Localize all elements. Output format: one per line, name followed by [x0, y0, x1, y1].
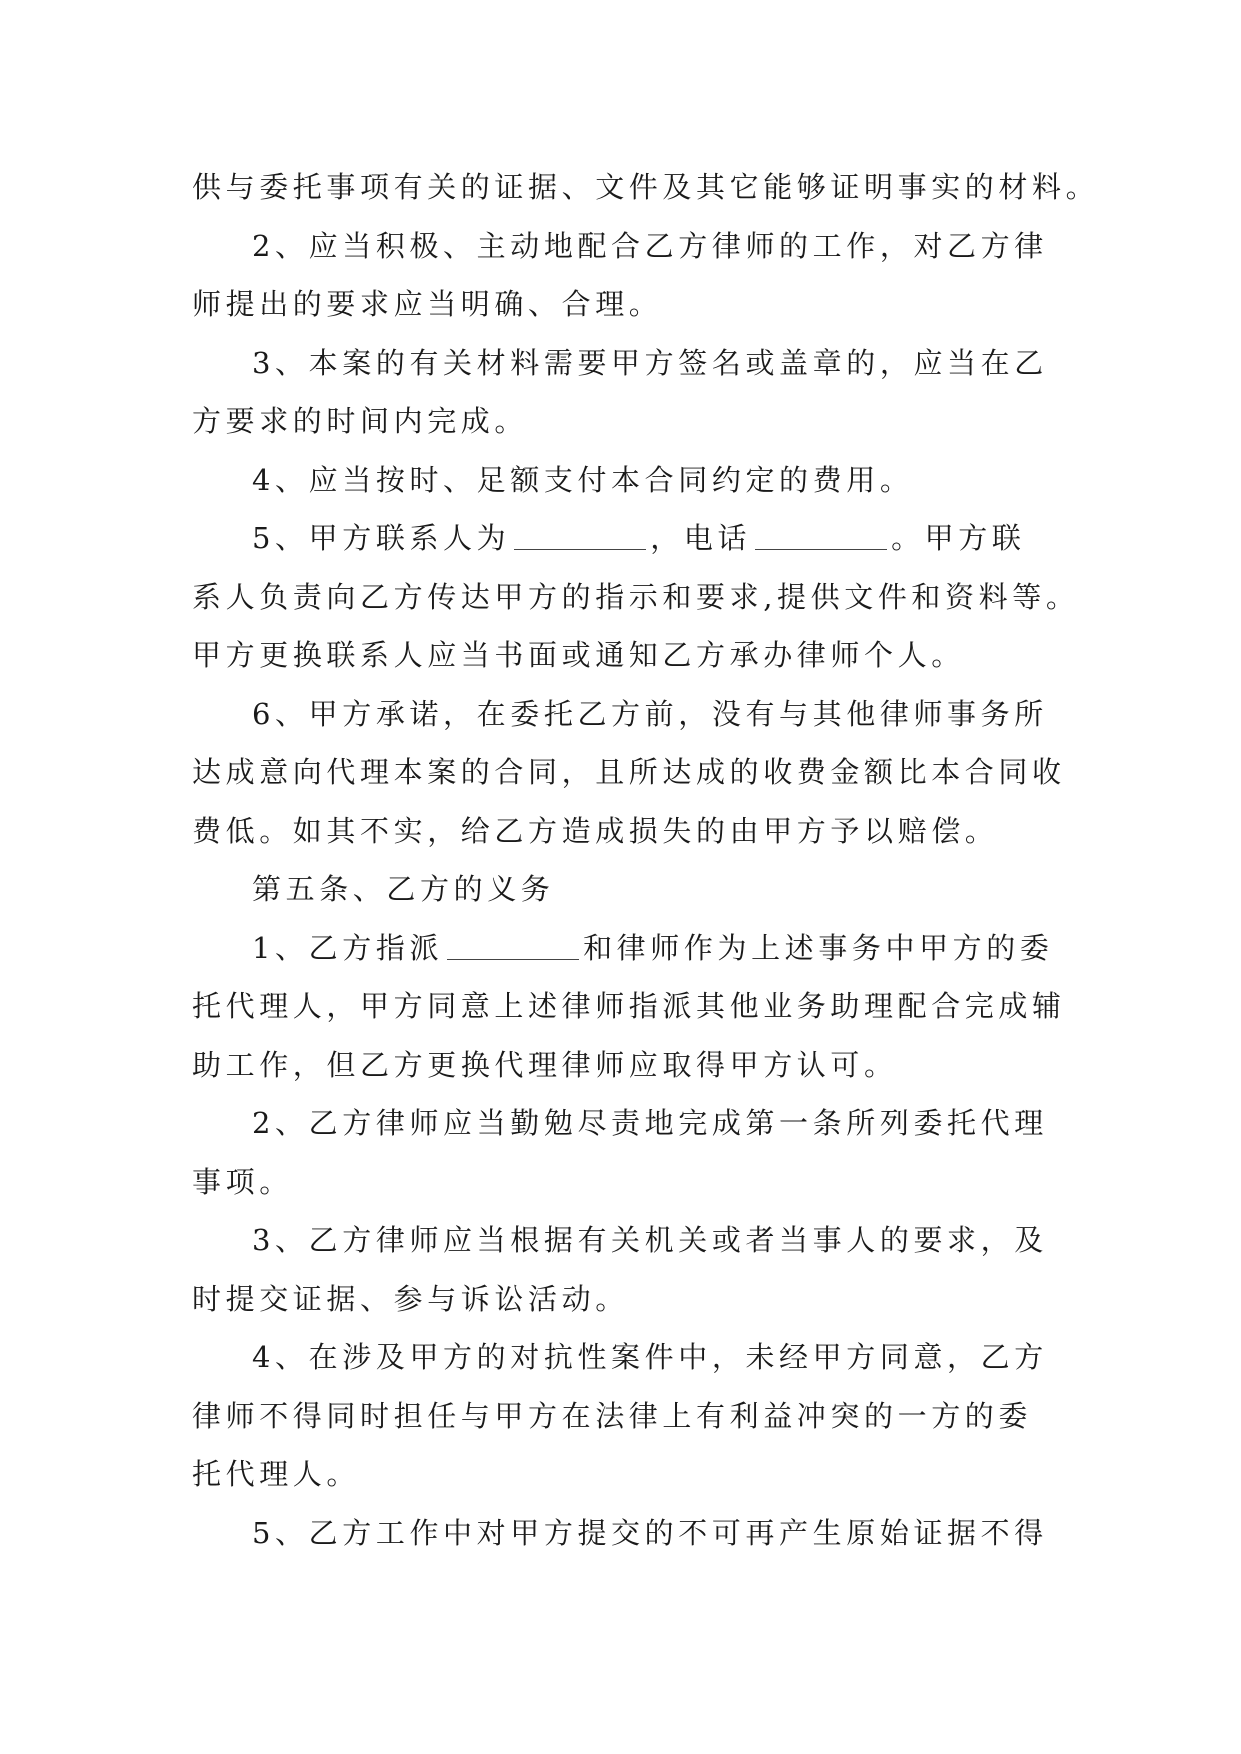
clause-5-line: 5、甲方联系人为 ，电话 。甲方联	[252, 521, 1026, 555]
text-line: 托代理人。	[192, 1457, 361, 1491]
clause-2-line: 2、应当积极、主动地配合乙方律师的工作，对乙方律	[252, 228, 1048, 263]
text-line: 时提交证据、参与诉讼活动。	[192, 1281, 629, 1316]
clause-4-line: 4、应当按时、足额支付本合同约定的费用。	[252, 462, 914, 497]
phone-blank	[755, 523, 887, 550]
text-line: 律师不得同时担任与甲方在法律上有利益冲突的一方的委	[192, 1398, 1033, 1433]
contact-person-blank	[514, 523, 646, 550]
clause-3-line: 3、本案的有关材料需要甲方签名或盖章的，应当在乙	[252, 345, 1048, 380]
clause-4-line: 4、在涉及甲方的对抗性案件中，未经甲方同意，乙方	[252, 1340, 1048, 1374]
text-line: 助工作，但乙方更换代理律师应取得甲方认可。	[192, 1047, 898, 1082]
text-line: 师提出的要求应当明确、合理。	[192, 287, 663, 321]
text-line: 达成意向代理本案的合同，且所达成的收费金额比本合同收	[192, 755, 1066, 789]
text-line: 甲方更换联系人应当书面或通知乙方承办律师个人。	[192, 638, 965, 672]
text-line: 系人负责向乙方传达甲方的指示和要求,提供文件和资料等。	[192, 579, 1080, 614]
text-line: 方要求的时间内完成。	[192, 404, 529, 438]
clause-6-line: 6、甲方承诺，在委托乙方前，没有与其他律师事务所	[252, 696, 1048, 731]
text-line: 供与委托事项有关的证据、文件及其它能够证明事实的材料。	[192, 170, 1100, 204]
text-line: 托代理人，甲方同意上述律师指派其他业务助理配合完成辅	[192, 989, 1066, 1023]
contract-body	[192, 158, 1100, 1562]
text-line: 事项。	[192, 1164, 293, 1199]
lawyer-name-blank	[447, 933, 579, 960]
clause-1-line: 1、乙方指派 和律师作为上述事务中甲方的委	[252, 930, 1054, 965]
section-heading: 第五条、乙方的义务	[252, 872, 555, 906]
clause-5-line: 5、乙方工作中对甲方提交的不可再产生原始证据不得	[252, 1515, 1048, 1550]
clause-3-line: 3、乙方律师应当根据有关机关或者当事人的要求，及	[252, 1223, 1048, 1257]
clause-2-line: 2、乙方律师应当勤勉尽责地完成第一条所列委托代理	[252, 1106, 1048, 1140]
text-line: 费低。如其不实，给乙方造成损失的由甲方予以赔偿。	[192, 813, 999, 848]
